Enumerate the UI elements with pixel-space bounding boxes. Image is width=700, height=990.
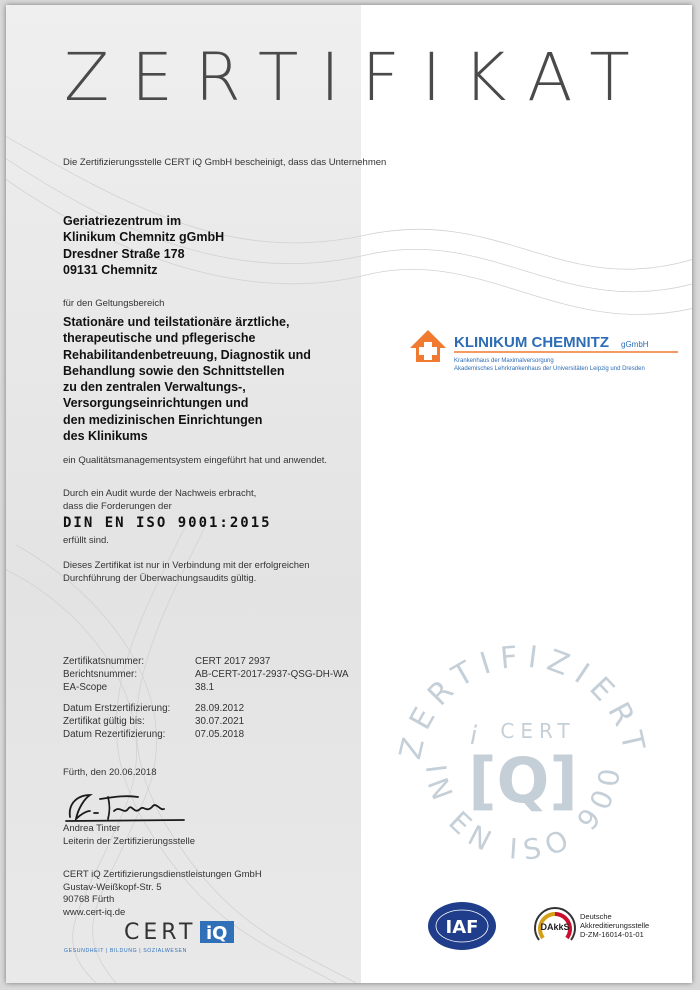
validity-line: Durchführung der Überwachungsaudits gültig.: [63, 572, 257, 584]
seal-bottom-text: IN EN ISO 900: [418, 758, 628, 867]
scope-line: Stationäre und teilstationäre ärztliche,: [63, 315, 290, 329]
detail-value: AB-CERT-2017-2937-QSG-DH-WA: [195, 669, 349, 680]
klinikum-line2: Akademisches Lehrkrankenhaus der Universitäten Leipzig und Dresden: [454, 366, 645, 372]
detail-row: [63, 729, 245, 741]
detail-label: Zertifikat gültig bis:: [63, 716, 145, 727]
validity-line: Dieses Zertifikat ist nur in Verbindung mit der erfolgreichen: [63, 560, 310, 571]
detail-label: EA-Scope: [63, 682, 108, 693]
company-line: Geriatriezentrum im: [63, 214, 182, 228]
issuer-line: CERT iQ Zertifizierungsdienstleistungen GmbH: [63, 869, 262, 880]
detail-label: Datum Rezertifizierung:: [63, 729, 166, 740]
dakks-line: D-ZM-16014-01-01: [580, 930, 644, 939]
issuer-line: Gustav-Weißkopf-Str. 5: [63, 881, 162, 893]
scope-line: den medizinischen Einrichtungen: [63, 412, 263, 427]
intro-text: Die Zertifizierungsstelle CERT iQ GmbH bescheinigt, dass das Unternehmen: [63, 157, 387, 168]
cert-iq-logo: [64, 913, 244, 960]
detail-row: [63, 703, 245, 715]
issuer-line: 90768 Fürth: [63, 894, 115, 905]
scope-block: [63, 314, 311, 444]
seal-top-text: ERTIFIZIER: [402, 639, 645, 738]
detail-value: 38.1: [195, 682, 215, 693]
issuer-block: [63, 869, 262, 919]
signatory-role: Leiterin der Zertifizierungsstelle: [63, 835, 196, 847]
validity-text: [63, 560, 310, 585]
signature-image: [64, 789, 194, 823]
detail-value: 30.07.2021: [195, 716, 245, 727]
dakks-logo-text: DAkkS: [540, 922, 570, 932]
scope-line: Behandlung sowie den Schnittstellen: [63, 363, 285, 378]
detail-row: [63, 716, 245, 728]
scope-line: des Klinikums: [63, 429, 148, 444]
seal-center-big: [Q]: [468, 744, 578, 817]
company-line: 09131 Chemnitz: [63, 262, 158, 277]
iaf-logo-text: IAF: [445, 917, 479, 938]
signatory-block: [63, 823, 195, 848]
company-block: [63, 213, 224, 278]
scope-intro: für den Geltungsbereich: [63, 298, 165, 309]
detail-label: Berichtsnummer:: [63, 669, 138, 680]
qms-text: ein Qualitätsmanagementsystem eingeführt hat und anwendet.: [63, 455, 328, 466]
scope-line: therapeutische und pflegerische: [63, 331, 256, 346]
issuer-line: www.cert-iq.de: [63, 906, 126, 918]
certificate-page: [6, 5, 692, 983]
iaf-logo: [426, 900, 498, 957]
detail-label: Datum Erstzertifizierung:: [63, 703, 171, 714]
certificate-title: ZERTIFIKAT: [64, 39, 652, 116]
klinikum-house-icon: [410, 330, 446, 362]
scope-line: Rehabilitandenbetreuung, Diagnostik und: [63, 347, 311, 362]
audit-text: [63, 488, 256, 513]
detail-row: [63, 682, 215, 694]
scope-line: zu den zentralen Verwaltungs-,: [63, 380, 246, 395]
audit-line: Durch ein Audit wurde der Nachweis erbracht,: [63, 488, 257, 499]
detail-value: 07.05.2018: [195, 729, 245, 740]
company-line: Klinikum Chemnitz gGmbH: [63, 230, 225, 245]
cert-logo-tagline: GESUNDHEIT | BILDUNG | SOZIALWESEN: [64, 948, 187, 954]
seal-i-mark: i: [470, 721, 478, 751]
signatory-name: Andrea Tinter: [63, 823, 121, 834]
klinikum-chemnitz-logo: [406, 320, 692, 380]
detail-value: 28.09.2012: [195, 703, 245, 714]
cert-logo-text: CERT: [124, 920, 197, 945]
detail-label: Zertifikatsnummer:: [63, 656, 145, 667]
dakks-line: Deutsche: [580, 912, 612, 921]
scope-line: Versorgungseinrichtungen und: [63, 396, 249, 411]
dakks-info: [580, 912, 649, 939]
detail-row: [63, 656, 271, 668]
dakks-line: Akkreditierungsstelle: [580, 921, 650, 930]
detail-value: CERT 2017 2937: [195, 656, 271, 667]
seal-center-small: CERT: [500, 719, 576, 743]
place-date: Fürth, den 20.06.2018: [63, 767, 157, 778]
cert-logo-mark: iQ: [206, 923, 228, 944]
detail-row: [63, 669, 349, 681]
klinikum-line1: Krankenhaus der Maximalversorgung: [454, 358, 554, 364]
audit-line: dass die Forderungen der: [63, 500, 172, 512]
klinikum-name: KLINIKUM CHEMNITZ: [454, 334, 609, 351]
klinikum-suffix: gGmbH: [621, 340, 649, 349]
fulfilled-text: erfüllt sind.: [63, 535, 109, 546]
zertifiziert-seal: [398, 630, 648, 885]
company-line: Dresdner Straße 178: [63, 246, 185, 261]
dakks-logo: [531, 900, 581, 957]
standard-name: DIN EN ISO 9001:2015: [63, 515, 272, 531]
